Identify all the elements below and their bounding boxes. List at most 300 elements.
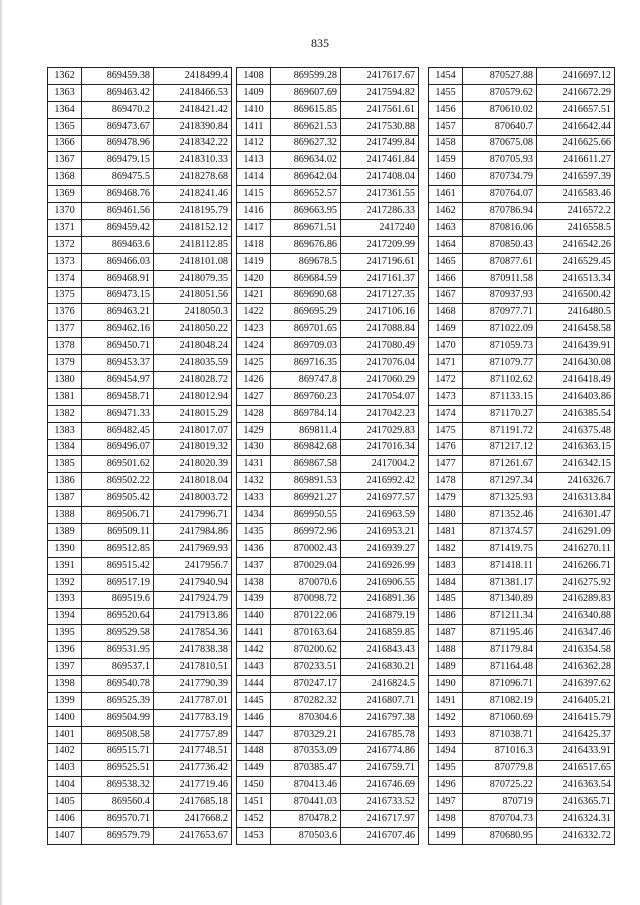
x-coordinate-cell: 869504.99 [82,709,154,726]
table-row [48,422,232,439]
point-id-cell: 1498 [429,811,463,828]
point-id-cell: 1364 [48,101,82,118]
table-row [48,253,232,270]
y-coordinate-cell: 2416291.09 [537,524,615,541]
coordinate-table-2 [236,67,419,845]
point-id-cell: 1497 [429,794,463,811]
y-coordinate-cell: 2417956.7 [154,557,232,574]
point-id-cell: 1483 [429,557,463,574]
x-coordinate-cell: 871102.62 [463,372,537,389]
y-coordinate-cell: 2418241.46 [154,186,232,203]
x-coordinate-cell: 870764.07 [463,186,537,203]
table-row [237,118,419,135]
x-coordinate-cell: 869525.39 [82,692,154,709]
point-id-cell: 1475 [429,422,463,439]
y-coordinate-cell: 2418101.08 [154,253,232,270]
point-id-cell: 1480 [429,507,463,524]
x-coordinate-cell: 869867.58 [271,456,341,473]
x-coordinate-cell: 869525.51 [82,760,154,777]
x-coordinate-cell: 869471.33 [82,405,154,422]
point-id-cell: 1442 [237,642,271,659]
y-coordinate-cell: 2416697.12 [537,68,615,85]
table-row [429,220,615,237]
table-row [48,186,232,203]
table-row [429,236,615,253]
x-coordinate-cell: 869701.65 [271,321,341,338]
point-id-cell: 1450 [237,777,271,794]
x-coordinate-cell: 870070.6 [271,574,341,591]
point-id-cell: 1457 [429,118,463,135]
table-row [429,439,615,456]
y-coordinate-cell: 2418019.32 [154,439,232,456]
x-coordinate-cell: 870527.88 [463,68,537,85]
table-row [48,456,232,473]
x-coordinate-cell: 871419.75 [463,540,537,557]
point-id-cell: 1414 [237,169,271,186]
table-row [429,490,615,507]
x-coordinate-cell: 870247.17 [271,676,341,693]
point-id-cell: 1367 [48,152,82,169]
table-row [237,186,419,203]
x-coordinate-cell: 869621.53 [271,118,341,135]
point-id-cell: 1477 [429,456,463,473]
point-id-cell: 1465 [429,253,463,270]
table-row [48,743,232,760]
point-id-cell: 1369 [48,186,82,203]
x-coordinate-cell: 869473.67 [82,118,154,135]
point-id-cell: 1403 [48,760,82,777]
table-row [237,794,419,811]
point-id-cell: 1415 [237,186,271,203]
table-row [429,101,615,118]
y-coordinate-cell: 2417088.84 [341,321,419,338]
point-id-cell: 1417 [237,220,271,237]
y-coordinate-cell: 2417530.88 [341,118,419,135]
point-id-cell: 1474 [429,405,463,422]
y-coordinate-cell: 2416513.34 [537,270,615,287]
y-coordinate-cell: 2416405.21 [537,692,615,709]
table-row [429,625,615,642]
x-coordinate-cell: 871195.46 [463,625,537,642]
page-number: 835 [311,36,329,50]
point-id-cell: 1390 [48,540,82,557]
x-coordinate-cell: 869684.59 [271,270,341,287]
point-id-cell: 1455 [429,84,463,101]
point-id-cell: 1413 [237,152,271,169]
y-coordinate-cell: 2417196.61 [341,253,419,270]
table-row [237,456,419,473]
y-coordinate-cell: 2416642.44 [537,118,615,135]
x-coordinate-cell: 870786.94 [463,203,537,220]
y-coordinate-cell: 2416433.91 [537,743,615,760]
y-coordinate-cell: 2417757.89 [154,726,232,743]
x-coordinate-cell: 869502.22 [82,473,154,490]
y-coordinate-cell: 2417016.34 [341,439,419,456]
point-id-cell: 1427 [237,388,271,405]
point-id-cell: 1485 [429,591,463,608]
y-coordinate-cell: 2416830.21 [341,659,419,676]
point-id-cell: 1486 [429,608,463,625]
x-coordinate-cell: 869579.79 [82,828,154,845]
x-coordinate-cell: 869461.56 [82,203,154,220]
point-id-cell: 1432 [237,473,271,490]
table-row [429,574,615,591]
x-coordinate-cell: 870441.03 [271,794,341,811]
coordinate-table-1 [47,67,232,845]
y-coordinate-cell: 2416583.46 [537,186,615,203]
x-coordinate-cell: 869540.78 [82,676,154,693]
point-id-cell: 1386 [48,473,82,490]
x-coordinate-cell: 871191.72 [463,422,537,439]
table-row [48,101,232,118]
y-coordinate-cell: 2416597.39 [537,169,615,186]
table-row [429,642,615,659]
table-row [237,574,419,591]
table-row [48,473,232,490]
y-coordinate-cell: 2416313.84 [537,490,615,507]
table-row [429,253,615,270]
coordinate-table-3 [428,67,615,845]
x-coordinate-cell: 869520.64 [82,608,154,625]
point-id-cell: 1394 [48,608,82,625]
y-coordinate-cell: 2417209.99 [341,236,419,253]
y-coordinate-cell: 2418342.22 [154,135,232,152]
point-id-cell: 1405 [48,794,82,811]
point-id-cell: 1422 [237,304,271,321]
y-coordinate-cell: 2416824.5 [341,676,419,693]
point-id-cell: 1368 [48,169,82,186]
table-row [237,372,419,389]
x-coordinate-cell: 869678.5 [271,253,341,270]
point-id-cell: 1419 [237,253,271,270]
table-row [48,270,232,287]
x-coordinate-cell: 869466.03 [82,253,154,270]
table-row [429,68,615,85]
table-row [48,591,232,608]
point-id-cell: 1379 [48,355,82,372]
point-id-cell: 1431 [237,456,271,473]
y-coordinate-cell: 2416785.78 [341,726,419,743]
table-row [48,84,232,101]
x-coordinate-cell: 869453.37 [82,355,154,372]
table-row [429,186,615,203]
point-id-cell: 1406 [48,811,82,828]
x-coordinate-cell: 869570.71 [82,811,154,828]
y-coordinate-cell: 2416843.43 [341,642,419,659]
table-row [48,321,232,338]
y-coordinate-cell: 2416977.57 [341,490,419,507]
point-id-cell: 1425 [237,355,271,372]
y-coordinate-cell: 2416859.85 [341,625,419,642]
x-coordinate-cell: 870329.21 [271,726,341,743]
x-coordinate-cell: 870734.79 [463,169,537,186]
x-coordinate-cell: 870937.93 [463,287,537,304]
table-row [237,557,419,574]
x-coordinate-cell: 870002.43 [271,540,341,557]
point-id-cell: 1410 [237,101,271,118]
table-row [237,608,419,625]
x-coordinate-cell: 869501.62 [82,456,154,473]
table-row [48,642,232,659]
point-id-cell: 1374 [48,270,82,287]
x-coordinate-cell: 869463.42 [82,84,154,101]
x-coordinate-cell: 869462.16 [82,321,154,338]
x-coordinate-cell: 869470.2 [82,101,154,118]
y-coordinate-cell: 2416992.42 [341,473,419,490]
table-row [237,642,419,659]
x-coordinate-cell: 871217.12 [463,439,537,456]
x-coordinate-cell: 869458.71 [82,388,154,405]
point-id-cell: 1411 [237,118,271,135]
table-row [237,84,419,101]
point-id-cell: 1462 [429,203,463,220]
x-coordinate-cell: 870385.47 [271,760,341,777]
y-coordinate-cell: 2417080.49 [341,338,419,355]
y-coordinate-cell: 2416963.59 [341,507,419,524]
table-row [48,236,232,253]
table-row [429,692,615,709]
x-coordinate-cell: 869695.29 [271,304,341,321]
y-coordinate-cell: 2416301.47 [537,507,615,524]
y-coordinate-cell: 2418050.22 [154,321,232,338]
point-id-cell: 1426 [237,372,271,389]
x-coordinate-cell: 870704.73 [463,811,537,828]
x-coordinate-cell: 870719 [463,794,537,811]
y-coordinate-cell: 2416324.31 [537,811,615,828]
table-row [237,101,419,118]
y-coordinate-cell: 2418020.39 [154,456,232,473]
table-row [237,777,419,794]
x-coordinate-cell: 869747.8 [271,372,341,389]
point-id-cell: 1472 [429,372,463,389]
table-row [48,692,232,709]
table-row [237,388,419,405]
table-row [237,490,419,507]
table-row [429,304,615,321]
point-id-cell: 1438 [237,574,271,591]
point-id-cell: 1473 [429,388,463,405]
point-id-cell: 1476 [429,439,463,456]
point-id-cell: 1489 [429,659,463,676]
table-row [48,524,232,541]
x-coordinate-cell: 869468.91 [82,270,154,287]
table-row [237,743,419,760]
x-coordinate-cell: 869479.15 [82,152,154,169]
y-coordinate-cell: 2418003.72 [154,490,232,507]
y-coordinate-cell: 2417106.16 [341,304,419,321]
x-coordinate-cell: 869537.1 [82,659,154,676]
table-row [429,270,615,287]
y-coordinate-cell: 2418499.4 [154,68,232,85]
point-id-cell: 1409 [237,84,271,101]
y-coordinate-cell: 2416385.54 [537,405,615,422]
point-id-cell: 1401 [48,726,82,743]
table-row [237,760,419,777]
point-id-cell: 1384 [48,439,82,456]
x-coordinate-cell: 869478.96 [82,135,154,152]
table-row [429,709,615,726]
point-id-cell: 1430 [237,439,271,456]
y-coordinate-cell: 2416807.71 [341,692,419,709]
table-row [237,507,419,524]
y-coordinate-cell: 2417736.42 [154,760,232,777]
point-id-cell: 1371 [48,220,82,237]
y-coordinate-cell: 2416625.66 [537,135,615,152]
table-row [429,760,615,777]
table-row [429,321,615,338]
y-coordinate-cell: 2418152.12 [154,220,232,237]
y-coordinate-cell: 2416529.45 [537,253,615,270]
x-coordinate-cell: 870640.7 [463,118,537,135]
y-coordinate-cell: 2417748.51 [154,743,232,760]
x-coordinate-cell: 870705.93 [463,152,537,169]
table-row [237,253,419,270]
y-coordinate-cell: 2418466.53 [154,84,232,101]
point-id-cell: 1381 [48,388,82,405]
point-id-cell: 1495 [429,760,463,777]
point-id-cell: 1395 [48,625,82,642]
table-row [429,169,615,186]
x-coordinate-cell: 870503.6 [271,828,341,845]
x-coordinate-cell: 869784.14 [271,405,341,422]
y-coordinate-cell: 2417461.84 [341,152,419,169]
x-coordinate-cell: 869517.19 [82,574,154,591]
x-coordinate-cell: 869496.07 [82,439,154,456]
y-coordinate-cell: 2417787.01 [154,692,232,709]
table-row [48,659,232,676]
y-coordinate-cell: 2416425.37 [537,726,615,743]
table-row [429,676,615,693]
y-coordinate-cell: 2417361.55 [341,186,419,203]
y-coordinate-cell: 2418421.42 [154,101,232,118]
y-coordinate-cell: 2417240 [341,220,419,237]
table-row [237,152,419,169]
y-coordinate-cell: 2416500.42 [537,287,615,304]
x-coordinate-cell: 869671.51 [271,220,341,237]
x-coordinate-cell: 871016.3 [463,743,537,760]
table-row [48,388,232,405]
table-row [429,507,615,524]
x-coordinate-cell: 869811.4 [271,422,341,439]
table-row [237,709,419,726]
y-coordinate-cell: 2417060.29 [341,372,419,389]
y-coordinate-cell: 2416953.21 [341,524,419,541]
x-coordinate-cell: 871352.46 [463,507,537,524]
x-coordinate-cell: 870675.08 [463,135,537,152]
table-row [429,777,615,794]
x-coordinate-cell: 869505.42 [82,490,154,507]
x-coordinate-cell: 869454.97 [82,372,154,389]
x-coordinate-cell: 869760.23 [271,388,341,405]
point-id-cell: 1446 [237,709,271,726]
point-id-cell: 1479 [429,490,463,507]
point-id-cell: 1408 [237,68,271,85]
point-id-cell: 1459 [429,152,463,169]
x-coordinate-cell: 869463.6 [82,236,154,253]
point-id-cell: 1423 [237,321,271,338]
point-id-cell: 1378 [48,338,82,355]
table-row [48,118,232,135]
point-id-cell: 1389 [48,524,82,541]
y-coordinate-cell: 2416289.83 [537,591,615,608]
table-row [429,422,615,439]
x-coordinate-cell: 869642.04 [271,169,341,186]
point-id-cell: 1484 [429,574,463,591]
x-coordinate-cell: 871096.71 [463,676,537,693]
y-coordinate-cell: 2417854.36 [154,625,232,642]
point-id-cell: 1440 [237,608,271,625]
point-id-cell: 1433 [237,490,271,507]
y-coordinate-cell: 2418310.33 [154,152,232,169]
y-coordinate-cell: 2416266.71 [537,557,615,574]
table-row [429,287,615,304]
table-row [48,220,232,237]
table-row [429,794,615,811]
table-row [237,828,419,845]
point-id-cell: 1421 [237,287,271,304]
y-coordinate-cell: 2416746.69 [341,777,419,794]
y-coordinate-cell: 2416717.97 [341,811,419,828]
table-row [48,304,232,321]
scan-edge [0,0,3,905]
x-coordinate-cell: 869891.53 [271,473,341,490]
table-row [237,591,419,608]
point-id-cell: 1387 [48,490,82,507]
point-id-cell: 1468 [429,304,463,321]
table-row [429,118,615,135]
point-id-cell: 1397 [48,659,82,676]
y-coordinate-cell: 2417838.38 [154,642,232,659]
table-row [48,777,232,794]
y-coordinate-cell: 2416672.29 [537,84,615,101]
table-row [429,355,615,372]
point-id-cell: 1448 [237,743,271,760]
x-coordinate-cell: 869607.69 [271,84,341,101]
point-id-cell: 1496 [429,777,463,794]
point-id-cell: 1435 [237,524,271,541]
y-coordinate-cell: 2417996.71 [154,507,232,524]
point-id-cell: 1428 [237,405,271,422]
y-coordinate-cell: 2416939.27 [341,540,419,557]
x-coordinate-cell: 869690.68 [271,287,341,304]
x-coordinate-cell: 870779.8 [463,760,537,777]
point-id-cell: 1460 [429,169,463,186]
x-coordinate-cell: 869972.96 [271,524,341,541]
table-row [429,152,615,169]
y-coordinate-cell: 2417408.04 [341,169,419,186]
table-row [48,540,232,557]
x-coordinate-cell: 869508.58 [82,726,154,743]
x-coordinate-cell: 871038.71 [463,726,537,743]
x-coordinate-cell: 869512.85 [82,540,154,557]
y-coordinate-cell: 2416906.55 [341,574,419,591]
point-id-cell: 1416 [237,203,271,220]
x-coordinate-cell: 869473.15 [82,287,154,304]
y-coordinate-cell: 2416558.5 [537,220,615,237]
point-id-cell: 1383 [48,422,82,439]
point-id-cell: 1400 [48,709,82,726]
table-row [237,135,419,152]
table-row [237,355,419,372]
y-coordinate-cell: 2417127.35 [341,287,419,304]
point-id-cell: 1447 [237,726,271,743]
y-coordinate-cell: 2416365.71 [537,794,615,811]
y-coordinate-cell: 2417783.19 [154,709,232,726]
table-row [237,692,419,709]
x-coordinate-cell: 869950.55 [271,507,341,524]
y-coordinate-cell: 2416375.48 [537,422,615,439]
x-coordinate-cell: 869475.5 [82,169,154,186]
